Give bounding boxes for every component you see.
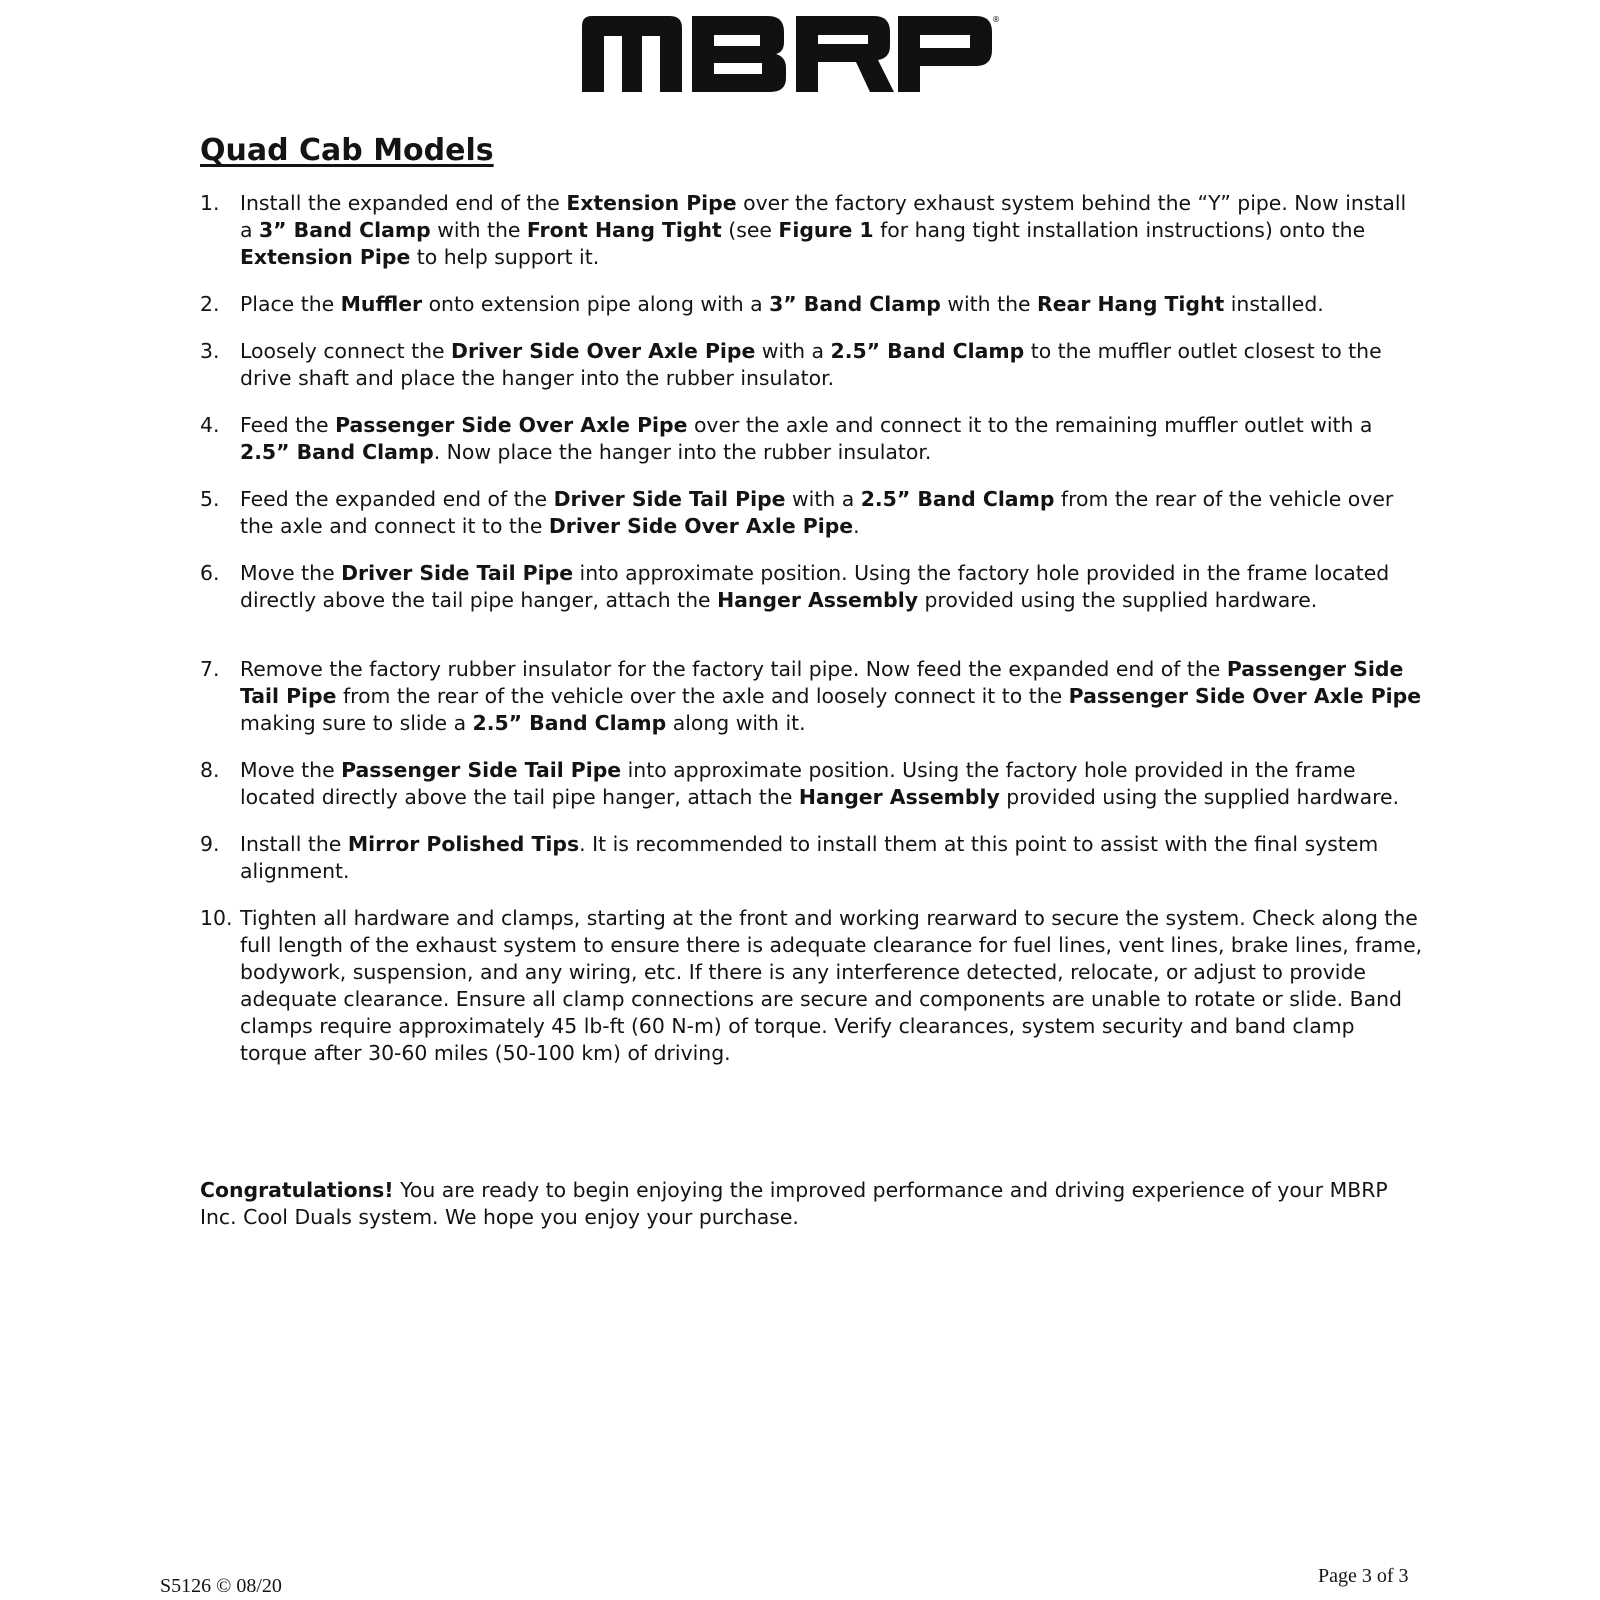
- step-text: [240, 832, 1378, 883]
- step-text-run: with a: [785, 487, 861, 511]
- step-number: 9.: [200, 832, 220, 856]
- step-number: 8.: [200, 758, 220, 782]
- step-text-run: making sure to slide a: [240, 711, 473, 735]
- step-text-run: Tighten all hardware and clamps, starting at the front and working rearward to secure the system. Check along the full length of the exhaust system to ensure there is adequate clearance for fuel lines, vent lines, brake lines, frame, bodywork, suspension, and any wiring, etc. If there is any interference detected, relocate, or adjust to provide adequate clearance. Ensure all clamp connections are secure and components are unable to rotate or slide. Band clamps require approximately 45 lb-ft (60 N-m) of torque. Verify clearances, system security and band clamp torque after 30-60 miles (50-100 km) of driving.: [240, 906, 1423, 1065]
- step-text-run: installed.: [1224, 292, 1324, 316]
- step-text-run: .: [853, 514, 860, 538]
- instruction-step: [200, 656, 1425, 737]
- step-text: [240, 339, 1382, 390]
- step-number: 6.: [200, 561, 220, 585]
- step-text-run: Install the: [240, 832, 348, 856]
- closing-lead: Congratulations!: [200, 1178, 394, 1202]
- part-name: 3” Band Clamp: [769, 292, 941, 316]
- part-name: 2.5” Band Clamp: [472, 711, 667, 735]
- step-text-run: onto extension pipe along with a: [422, 292, 770, 316]
- instruction-step: [200, 190, 1425, 271]
- step-text-run: to help support it.: [410, 245, 600, 269]
- step-text: [240, 191, 1406, 269]
- step-number: 4.: [200, 413, 220, 437]
- step-text: [240, 413, 1372, 464]
- step-text: [240, 561, 1389, 612]
- step-text-run: Feed the expanded end of the: [240, 487, 554, 511]
- step-text: [240, 487, 1393, 538]
- step-number: 10.: [200, 906, 233, 930]
- part-name: Passenger Side Over Axle Pipe: [1068, 684, 1422, 708]
- step-text: [240, 906, 1422, 1065]
- closing-message: [200, 1177, 1425, 1231]
- step-number: 2.: [200, 292, 220, 316]
- instruction-step: [200, 291, 1425, 318]
- instruction-list: [200, 190, 1425, 1087]
- step-text-run: for hang tight installation instructions) onto the: [873, 218, 1366, 242]
- step-text-run: into approximate position. Using the factory hole provided in the frame located directly above the tail pipe hanger, attach the: [240, 758, 1356, 809]
- instruction-step: [200, 560, 1425, 614]
- step-text-run: from the rear of the vehicle over the axle and connect it to the: [240, 487, 1394, 538]
- instruction-step: [200, 486, 1425, 540]
- part-name: Front Hang Tight: [526, 218, 722, 242]
- step-number: 5.: [200, 487, 220, 511]
- step-number: 1.: [200, 191, 220, 215]
- step-text-run: provided using the supplied hardware.: [918, 588, 1318, 612]
- part-name: 2.5” Band Clamp: [860, 487, 1055, 511]
- step-text-run: into approximate position. Using the factory hole provided in the frame located directly above the tail pipe hanger, attach the: [240, 561, 1390, 612]
- part-name: Passenger Side Over Axle Pipe: [335, 413, 688, 437]
- part-name: Muffler: [340, 292, 423, 316]
- part-name: Passenger Side Tail Pipe: [341, 758, 622, 782]
- document-code: S5126 © 08/20: [160, 1575, 282, 1597]
- step-text-run: from the rear of the vehicle over the axle and loosely connect it to the: [336, 684, 1069, 708]
- part-name: Driver Side Over Axle Pipe: [548, 514, 854, 538]
- step-text-run: Feed the: [240, 413, 336, 437]
- step-text-run: Move the: [240, 561, 342, 585]
- part-name: Driver Side Tail Pipe: [341, 561, 574, 585]
- step-number: 3.: [200, 339, 220, 363]
- step-text: [240, 657, 1421, 735]
- part-name: Driver Side Over Axle Pipe: [451, 339, 756, 363]
- step-text: [240, 758, 1399, 809]
- part-name: Driver Side Tail Pipe: [553, 487, 786, 511]
- step-text-run: . It is recommended to install them at this point to assist with the final system alignment.: [240, 832, 1379, 883]
- mbrp-logo: [580, 12, 1000, 96]
- step-text-run: with the: [940, 292, 1038, 316]
- instruction-step: [200, 831, 1425, 885]
- step-text-run: to the muffler outlet closest to the drive shaft and place the hanger into the rubber insulator.: [240, 339, 1382, 390]
- step-text-run: Install the expanded end of the: [240, 191, 567, 215]
- step-text-run: with the: [430, 218, 527, 242]
- part-name: Hanger Assembly: [798, 785, 1000, 809]
- step-text-run: Place the: [240, 292, 341, 316]
- step-text-run: Move the: [240, 758, 342, 782]
- part-name: Extension Pipe: [566, 191, 737, 215]
- instruction-step: [200, 905, 1425, 1067]
- step-text-run: with a: [755, 339, 831, 363]
- page-number: Page 3 of 3: [1318, 1565, 1409, 1587]
- section-title: Quad Cab Models: [200, 133, 494, 168]
- instruction-step: [200, 412, 1425, 466]
- step-text-run: over the axle and connect it to the remaining muffler outlet with a: [687, 413, 1373, 437]
- svg-text:®: ®: [992, 15, 1000, 24]
- step-text: [240, 292, 1324, 316]
- step-text-run: Remove the factory rubber insulator for the factory tail pipe. Now feed the expanded end of the: [240, 657, 1227, 681]
- part-name: Passenger Side Tail Pipe: [240, 657, 1404, 708]
- part-name: 2.5” Band Clamp: [240, 440, 434, 464]
- step-text-run: (see: [721, 218, 779, 242]
- instruction-step: [200, 757, 1425, 811]
- step-text-run: over the factory exhaust system behind the “Y” pipe. Now install a: [240, 191, 1407, 242]
- part-name: 2.5” Band Clamp: [830, 339, 1025, 363]
- step-text-run: . Now place the hanger into the rubber insulator.: [433, 440, 932, 464]
- part-name: 3” Band Clamp: [258, 218, 431, 242]
- part-name: Mirror Polished Tips: [347, 832, 580, 856]
- part-name: Hanger Assembly: [717, 588, 918, 612]
- part-name: Extension Pipe: [240, 245, 411, 269]
- step-text-run: provided using the supplied hardware.: [999, 785, 1400, 809]
- step-number: 7.: [200, 657, 220, 681]
- closing-text: You are ready to begin enjoying the improved performance and driving experience of your MBRP Inc. Cool Duals system. We hope you enjoy your purchase.: [200, 1178, 1388, 1229]
- part-name: Figure 1: [778, 218, 874, 242]
- instruction-step: [200, 338, 1425, 392]
- part-name: Rear Hang Tight: [1037, 292, 1225, 316]
- step-text-run: Loosely connect the: [240, 339, 452, 363]
- step-text-run: along with it.: [666, 711, 806, 735]
